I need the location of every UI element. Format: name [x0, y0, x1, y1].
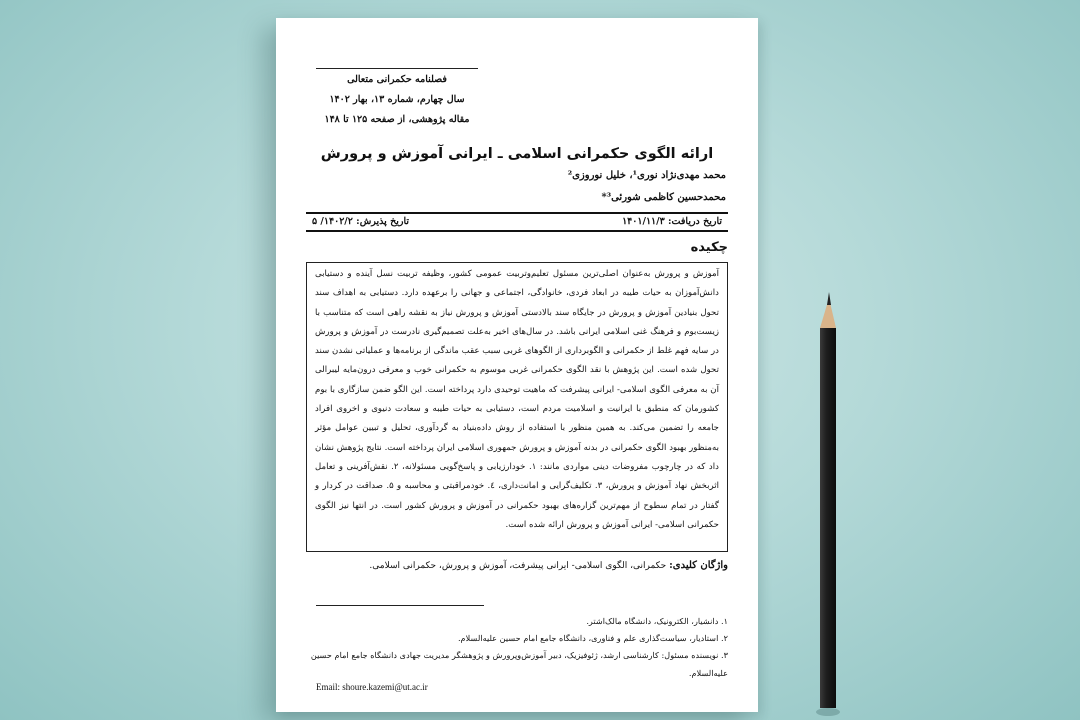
journal-info: [316, 70, 478, 130]
footnote-3: ۳. نویسنده مسئول: کارشناسی ارشد، ژئوفیزیک، دبیر آموزش‌وپرورش و پژوهشگر مدیریت جهادی دانشگاه جامع امام حسین علیه‌السلام.: [310, 650, 728, 678]
article-title: ارائه الگوی حکمرانی اسلامی ـ ایرانی آموزش و پرورش: [320, 146, 714, 162]
abstract-text: آموزش و پرورش به‌عنوان اصلی‌ترین مسئول تعلیم‌وتربیت عمومی کشور، وظیفه تربیت نسل آینده و دستیابی دانش‌آموزان به حیات طیبه در ابعاد فردی، خانوادگی، اجتماعی و جهانی را برعهده دارد. دستیابی به اهداف سند تحول بنیادین آموزش و پرورش در جایگاه سند بالادستی آموزش و پرورش نیاز به نقشه راهی است که متناسب با زیست‌بوم و فرهنگ غنی اسلامی ایرانی باشد. در سال‌های اخیر به‌علت تصمیم‌گیری نادرست در آموزش و پرورش در سایه فهم غلط از حکمرانی و الگوبرداری از الگوهای غربی سبب عقب ماندگی از برنامه‌ها و عملیاتی نشدن سند تحول شده است. این پژوهش با نقد الگوی حکمرانی غربی موسوم به حکمرانی خوب و معرفی درون‌مایه لیبرالی آن به معرفی الگوی اسلامی- ایرانی پیشرفت که ماهیت توحیدی دارد پرداخته است. این الگو ضمن سازگاری با بوم کشورمان که منطبق با ایرانیت و اسلامیت مردم است، دستیابی به حیات طیبه و سعادت دنیوی و اخروی افراد جامعه را تضمین می‌کند. به همین منظور با استفاده از روش داده‌بنیاد به گردآوری، تحلیل و تبیین عوامل مؤثر به‌منظور بهبود الگوی حکمرانی در بدنه آموزش و پرورش جمهوری اسلامی ایران پرداخته است. نتایج پژوهش نشان داد که در چارچوب مفروضات دینی مواردی مانند: ۱. خودارزیابی و پاسخ‌گویی مسئولانه، ۲. نقش‌آفرینی و تعامل اثربخش نهاد آموزش و پرورش، ۳. تکلیف‌گرایی و امانت‌داری، ٤. خودمراقبتی و محاسبه و ۵. صداقت در کردار و گفتار در تمام سطوح از مهم‌ترین گزاره‌های بهبود حکمرانی در آموزش و پرورش کشور است. در انتها نیز الگوی حکمرانی اسلامی- ایرانی آموزش و پرورش ارائه شده است.: [315, 269, 719, 530]
pencil-icon: [816, 292, 840, 716]
keywords-text: حکمرانی، الگوی اسلامی- ایرانی پیشرفت، آموزش و پرورش، حکمرانی اسلامی.: [369, 561, 667, 571]
dates-bar: [306, 212, 728, 232]
author-email: Email: shoure.kazemi@ut.ac.ir: [316, 682, 428, 692]
footnote-rule: [316, 605, 484, 606]
article-pages: مقاله پژوهشی، از صفحه ۱۲۵ تا ۱۴۸: [324, 114, 470, 125]
footnote-2: ۲. استادیار، سیاست‌گذاری علم و فناوری، دانشگاه جامع امام حسین علیه‌السلام.: [457, 633, 728, 643]
journal-issue: سال چهارم، شماره ۱۳، بهار ۱۴۰۲: [329, 94, 465, 105]
abstract-box: [306, 262, 728, 552]
abstract-heading: چکیده: [690, 240, 728, 255]
header-rule: [316, 68, 478, 69]
received-date: تاریخ دریافت: ۱۴۰۱/۱۱/۳: [622, 216, 722, 227]
document-page: [276, 18, 758, 712]
keywords: [306, 560, 728, 571]
authors-line-1: محمد مهدی‌نژاد نوری¹، خلیل نوروزی²: [567, 170, 726, 181]
footnote-1: ۱. دانشیار، الکترونیک، دانشگاه مالک‌اشتر.: [586, 616, 728, 626]
journal-name: فصلنامه حکمرانی متعالی: [347, 74, 447, 85]
authors-line-2: محمدحسین کاظمی شورئی³*: [601, 192, 726, 203]
accepted-date: تاریخ پذیرش: ۱۴۰۲/۲/ ۵: [312, 216, 410, 227]
keywords-label: واژگان کلیدی:: [669, 560, 728, 571]
